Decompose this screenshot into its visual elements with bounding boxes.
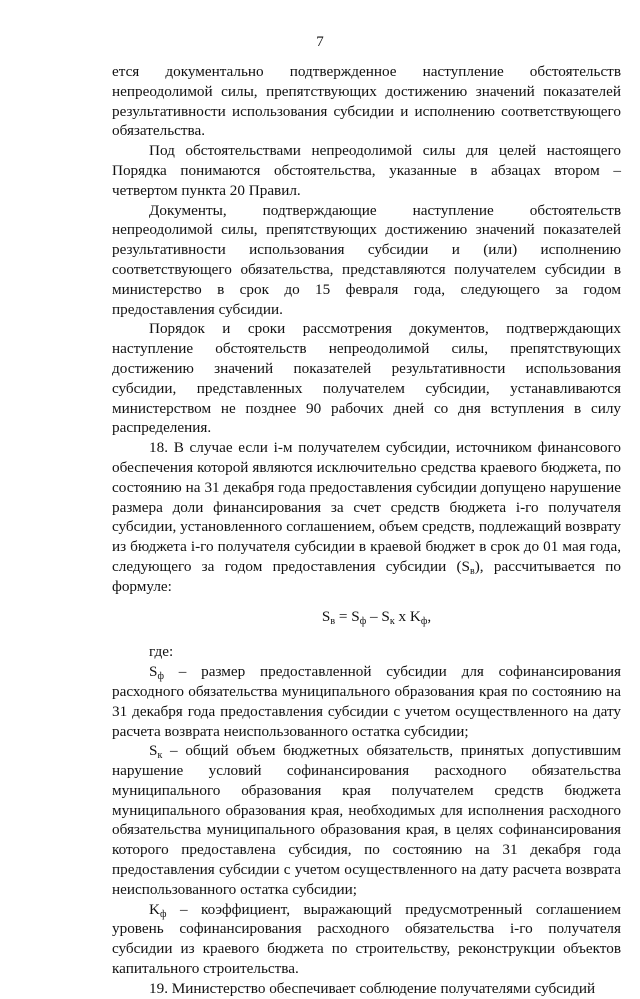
- formula-times-k-f: х K: [394, 607, 421, 625]
- formula-end: ,: [427, 607, 432, 625]
- definition-subscript: ф: [159, 908, 167, 920]
- formula-eq-s-f: = S: [335, 607, 360, 625]
- paragraph-18: [112, 438, 621, 596]
- definition-text: – размер предоставленной субсидии для софинансирования расходного обязательства муниципального образования края по состоянию на 31 декабря года предоставления субсидии с учетом осуществленного на дату расчета возврата неиспользованного остатка субсидии;: [112, 663, 621, 740]
- paragraph-review-procedure: Порядок и сроки рассмотрения документов, подтверждающих наступление обстоятельств непреодолимой силы, препятствующих достижению значений показателей результативности использования субсидии, представленных получателем субсидии, устанавливаются министерством не позднее 90 рабочих дней со дня вступления в силу распределения.: [112, 320, 621, 437]
- definition-symbol: S: [149, 663, 158, 681]
- definition-k-f: [112, 900, 621, 979]
- paragraph-18-subscript: в: [470, 565, 475, 577]
- formula-sub-v: в: [330, 615, 336, 627]
- document-body: [112, 62, 621, 999]
- formula-sub-k: к: [389, 615, 395, 627]
- paragraph-18-text: 18. В случае если i-м получателем субсидии, источником финансового обеспечения которой являются исключительно средства краевого бюджета, по состоянию на 31 декабря года предоставления субсидии допущено нарушение размера доли финансирования за счет средств бюджета i-го получателя субсидии, установленного соглашением, объем средств, подлежащий возврату из бюджета i-го получателя субсидии в краевой бюджет в срок до 01 мая года, следующего за годом предоставления субсидии (S: [112, 439, 621, 575]
- formula-sub-f: ф: [359, 615, 367, 627]
- paragraph-documents-submission: Документы, подтверждающие наступление обстоятельств непреодолимой силы, препятствующих достижению значений показателей результативности использования субсидии и (или) исполнению соответствующего обязательства, представляются получателем субсидии в министерство в срок до 15 февраля года, следующего за годом предоставления субсидии.: [112, 201, 621, 318]
- where-label: где:: [149, 643, 174, 661]
- paragraph-19: 19. Министерство обеспечивает соблюдение получателями субсидий: [149, 979, 596, 997]
- definition-s-f: [112, 662, 621, 741]
- definition-symbol: S: [149, 742, 158, 760]
- definition-symbol: K: [149, 900, 160, 918]
- definition-s-k: [112, 741, 621, 899]
- definition-subscript: к: [157, 750, 163, 762]
- formula-s-v: S: [321, 607, 331, 625]
- paragraph-continuation: ется документально подтвержденное наступление обстоятельств непреодолимой силы, препятствующих достижению значений показателей результативности использования субсидии и исполнению соответствующего обязательства.: [112, 63, 621, 140]
- paragraph-18-tail: ), рассчитывается по формуле:: [112, 557, 621, 595]
- definition-text: – коэффициент, выражающий предусмотренный соглашением уровень софинансирования расходного обязательства i-го получателя субсидии из краевого бюджета по строительству, реконструкции объектов капитального строительства.: [112, 900, 621, 978]
- definition-subscript: ф: [157, 671, 164, 683]
- formula-minus-s-k: – S: [366, 607, 390, 625]
- paragraph-force-majeure-definition: Под обстоятельствами непреодолимой силы для целей настоящего Порядка понимаются обстоятельства, указанные в абзацах втором – четвертом пункта 20 Правил.: [112, 142, 621, 199]
- definition-text: – общий объем бюджетных обязательств, принятых допустившим нарушение условий софинансирования расходного обязательства муниципального образования края получателем средств бюджета муниципального образования края, необходимых для исполнения расходного обязательства муниципального образования края, в целях софинансирования которого предоставлена субсидия, по состоянию на 31 декабря года предоставления субсидии с учетом осуществленного на дату расчета возврата неиспользованного остатка субсидии;: [112, 742, 621, 898]
- formula-sub-kf: ф: [420, 615, 428, 627]
- refund-formula: [112, 607, 621, 627]
- page-number: 7: [316, 34, 324, 50]
